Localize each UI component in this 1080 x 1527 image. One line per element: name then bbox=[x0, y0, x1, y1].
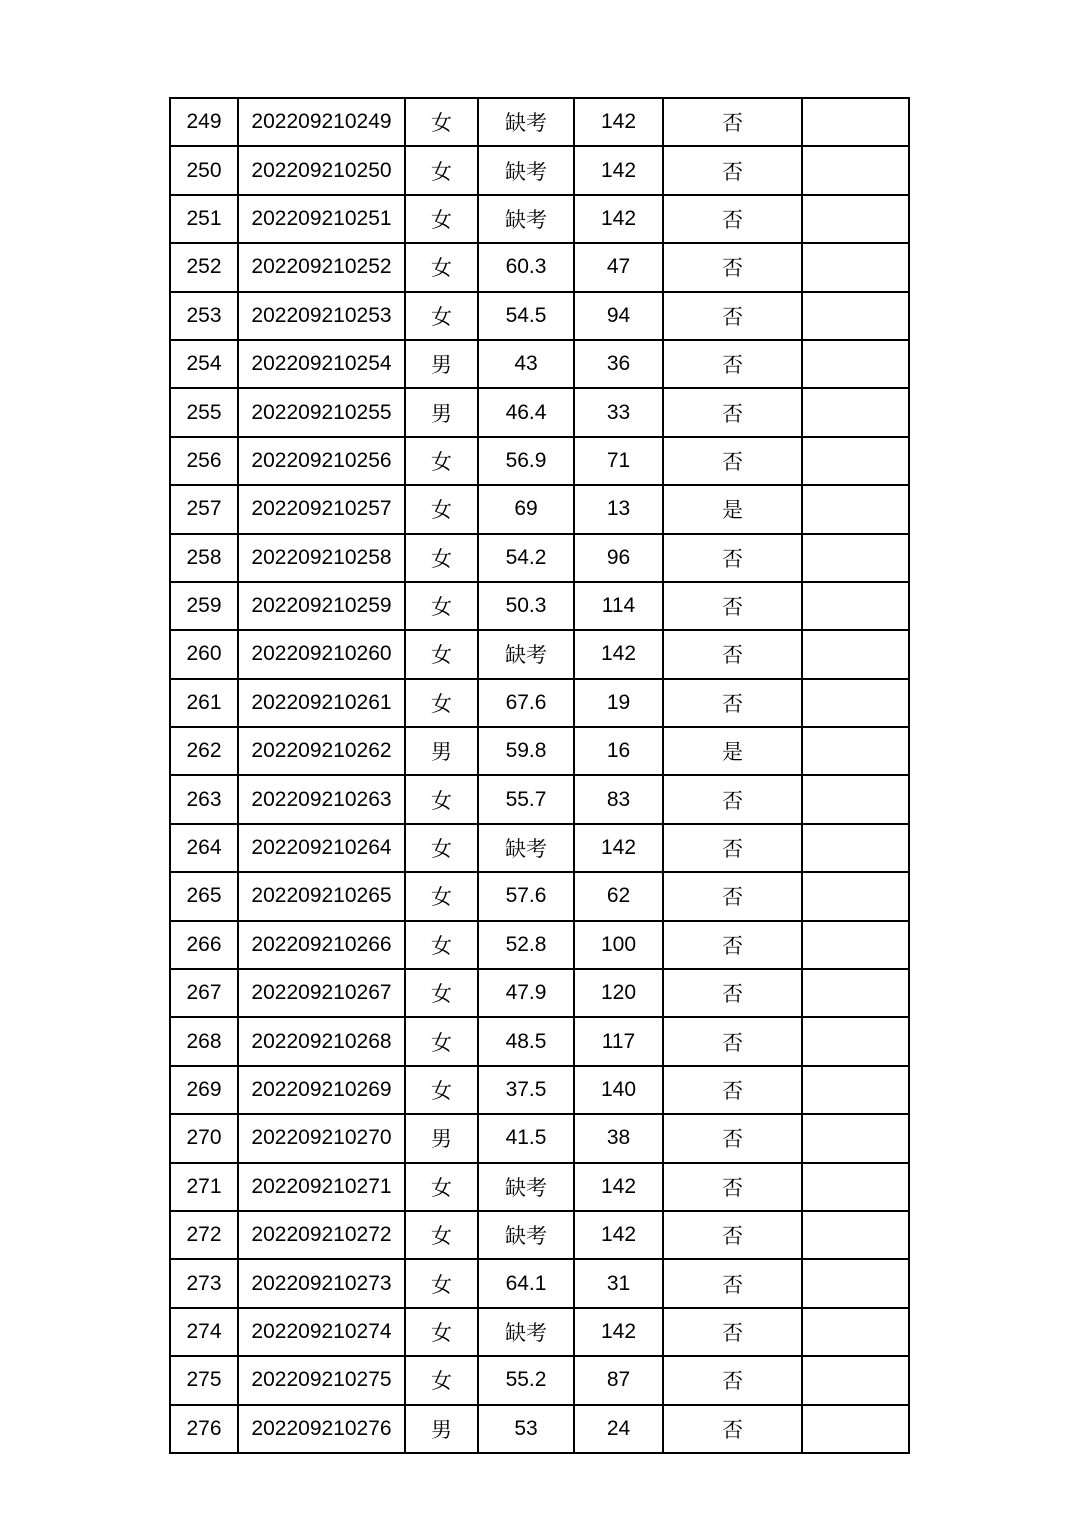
gender-cell: 女 bbox=[405, 1163, 478, 1211]
score-cell: 37.5 bbox=[478, 1066, 574, 1114]
rank-cell: 13 bbox=[574, 485, 663, 533]
score-cell: 52.8 bbox=[478, 921, 574, 969]
score-cell: 46.4 bbox=[478, 388, 574, 436]
qualified-cell: 否 bbox=[663, 1211, 802, 1259]
gender-cell: 女 bbox=[405, 243, 478, 291]
remark-cell bbox=[802, 824, 909, 872]
gender-cell: 男 bbox=[405, 388, 478, 436]
serial-number-cell: 256 bbox=[170, 437, 238, 485]
qualified-cell: 否 bbox=[663, 437, 802, 485]
qualified-cell: 是 bbox=[663, 727, 802, 775]
remark-cell bbox=[802, 582, 909, 630]
exam-id-cell: 202209210270 bbox=[238, 1114, 405, 1162]
table-row bbox=[170, 921, 909, 969]
exam-id-cell: 202209210249 bbox=[238, 98, 405, 146]
serial-number-cell: 257 bbox=[170, 485, 238, 533]
exam-id-cell: 202209210275 bbox=[238, 1356, 405, 1404]
score-cell: 缺考 bbox=[478, 1308, 574, 1356]
table-row bbox=[170, 679, 909, 727]
rank-cell: 140 bbox=[574, 1066, 663, 1114]
score-cell: 53 bbox=[478, 1405, 574, 1453]
table-row bbox=[170, 727, 909, 775]
remark-cell bbox=[802, 534, 909, 582]
rank-cell: 117 bbox=[574, 1017, 663, 1065]
score-cell: 64.1 bbox=[478, 1259, 574, 1307]
exam-id-cell: 202209210274 bbox=[238, 1308, 405, 1356]
remark-cell bbox=[802, 1211, 909, 1259]
remark-cell bbox=[802, 921, 909, 969]
serial-number-cell: 254 bbox=[170, 340, 238, 388]
exam-id-cell: 202209210256 bbox=[238, 437, 405, 485]
score-cell: 56.9 bbox=[478, 437, 574, 485]
rank-cell: 87 bbox=[574, 1356, 663, 1404]
score-cell: 缺考 bbox=[478, 1163, 574, 1211]
gender-cell: 女 bbox=[405, 824, 478, 872]
remark-cell bbox=[802, 98, 909, 146]
rank-cell: 96 bbox=[574, 534, 663, 582]
serial-number-cell: 259 bbox=[170, 582, 238, 630]
exam-id-cell: 202209210272 bbox=[238, 1211, 405, 1259]
table-row bbox=[170, 1308, 909, 1356]
qualified-cell: 否 bbox=[663, 775, 802, 823]
exam-id-cell: 202209210257 bbox=[238, 485, 405, 533]
score-cell: 67.6 bbox=[478, 679, 574, 727]
qualified-cell: 否 bbox=[663, 534, 802, 582]
score-cell: 69 bbox=[478, 485, 574, 533]
table-row bbox=[170, 243, 909, 291]
qualified-cell: 否 bbox=[663, 679, 802, 727]
rank-cell: 142 bbox=[574, 146, 663, 194]
gender-cell: 女 bbox=[405, 146, 478, 194]
table-row bbox=[170, 485, 909, 533]
rank-cell: 114 bbox=[574, 582, 663, 630]
qualified-cell: 否 bbox=[663, 1356, 802, 1404]
gender-cell: 女 bbox=[405, 582, 478, 630]
table-row bbox=[170, 98, 909, 146]
qualified-cell: 否 bbox=[663, 243, 802, 291]
qualified-cell: 否 bbox=[663, 195, 802, 243]
table-row bbox=[170, 1114, 909, 1162]
score-cell: 47.9 bbox=[478, 969, 574, 1017]
exam-id-cell: 202209210250 bbox=[238, 146, 405, 194]
qualified-cell: 是 bbox=[663, 485, 802, 533]
gender-cell: 女 bbox=[405, 1308, 478, 1356]
rank-cell: 24 bbox=[574, 1405, 663, 1453]
gender-cell: 女 bbox=[405, 1017, 478, 1065]
rank-cell: 142 bbox=[574, 630, 663, 678]
remark-cell bbox=[802, 1163, 909, 1211]
rank-cell: 142 bbox=[574, 1308, 663, 1356]
table-row bbox=[170, 1356, 909, 1404]
score-cell: 54.2 bbox=[478, 534, 574, 582]
gender-cell: 男 bbox=[405, 727, 478, 775]
remark-cell bbox=[802, 1405, 909, 1453]
table-row bbox=[170, 388, 909, 436]
table-row bbox=[170, 1066, 909, 1114]
table-row bbox=[170, 534, 909, 582]
serial-number-cell: 274 bbox=[170, 1308, 238, 1356]
qualified-cell: 否 bbox=[663, 292, 802, 340]
qualified-cell: 否 bbox=[663, 1114, 802, 1162]
table-row bbox=[170, 969, 909, 1017]
remark-cell bbox=[802, 727, 909, 775]
exam-id-cell: 202209210268 bbox=[238, 1017, 405, 1065]
table-row bbox=[170, 775, 909, 823]
score-cell: 54.5 bbox=[478, 292, 574, 340]
qualified-cell: 否 bbox=[663, 146, 802, 194]
qualified-cell: 否 bbox=[663, 1308, 802, 1356]
remark-cell bbox=[802, 146, 909, 194]
remark-cell bbox=[802, 1114, 909, 1162]
table-row bbox=[170, 824, 909, 872]
rank-cell: 142 bbox=[574, 824, 663, 872]
qualified-cell: 否 bbox=[663, 630, 802, 678]
exam-id-cell: 202209210265 bbox=[238, 872, 405, 920]
exam-id-cell: 202209210255 bbox=[238, 388, 405, 436]
serial-number-cell: 265 bbox=[170, 872, 238, 920]
qualified-cell: 否 bbox=[663, 1405, 802, 1453]
rank-cell: 38 bbox=[574, 1114, 663, 1162]
table-row bbox=[170, 582, 909, 630]
score-cell: 57.6 bbox=[478, 872, 574, 920]
exam-id-cell: 202209210267 bbox=[238, 969, 405, 1017]
serial-number-cell: 260 bbox=[170, 630, 238, 678]
qualified-cell: 否 bbox=[663, 921, 802, 969]
rank-cell: 16 bbox=[574, 727, 663, 775]
score-cell: 缺考 bbox=[478, 98, 574, 146]
exam-id-cell: 202209210253 bbox=[238, 292, 405, 340]
table-row bbox=[170, 292, 909, 340]
score-cell: 48.5 bbox=[478, 1017, 574, 1065]
gender-cell: 女 bbox=[405, 775, 478, 823]
qualified-cell: 否 bbox=[663, 1017, 802, 1065]
score-cell: 缺考 bbox=[478, 824, 574, 872]
rank-cell: 120 bbox=[574, 969, 663, 1017]
score-cell: 55.7 bbox=[478, 775, 574, 823]
table-row bbox=[170, 1017, 909, 1065]
qualified-cell: 否 bbox=[663, 582, 802, 630]
table-row bbox=[170, 195, 909, 243]
exam-id-cell: 202209210271 bbox=[238, 1163, 405, 1211]
score-cell: 缺考 bbox=[478, 146, 574, 194]
gender-cell: 女 bbox=[405, 98, 478, 146]
score-cell: 缺考 bbox=[478, 1211, 574, 1259]
exam-id-cell: 202209210254 bbox=[238, 340, 405, 388]
score-cell: 缺考 bbox=[478, 630, 574, 678]
rank-cell: 94 bbox=[574, 292, 663, 340]
score-cell: 55.2 bbox=[478, 1356, 574, 1404]
serial-number-cell: 267 bbox=[170, 969, 238, 1017]
rank-cell: 83 bbox=[574, 775, 663, 823]
serial-number-cell: 269 bbox=[170, 1066, 238, 1114]
serial-number-cell: 262 bbox=[170, 727, 238, 775]
score-cell: 缺考 bbox=[478, 195, 574, 243]
rank-cell: 19 bbox=[574, 679, 663, 727]
remark-cell bbox=[802, 437, 909, 485]
serial-number-cell: 266 bbox=[170, 921, 238, 969]
gender-cell: 男 bbox=[405, 340, 478, 388]
gender-cell: 男 bbox=[405, 1114, 478, 1162]
remark-cell bbox=[802, 1017, 909, 1065]
remark-cell bbox=[802, 485, 909, 533]
score-cell: 50.3 bbox=[478, 582, 574, 630]
gender-cell: 女 bbox=[405, 485, 478, 533]
table-row bbox=[170, 146, 909, 194]
serial-number-cell: 275 bbox=[170, 1356, 238, 1404]
rank-cell: 142 bbox=[574, 1211, 663, 1259]
exam-id-cell: 202209210273 bbox=[238, 1259, 405, 1307]
qualified-cell: 否 bbox=[663, 1066, 802, 1114]
gender-cell: 女 bbox=[405, 679, 478, 727]
exam-id-cell: 202209210262 bbox=[238, 727, 405, 775]
serial-number-cell: 250 bbox=[170, 146, 238, 194]
exam-id-cell: 202209210252 bbox=[238, 243, 405, 291]
exam-id-cell: 202209210251 bbox=[238, 195, 405, 243]
rank-cell: 142 bbox=[574, 195, 663, 243]
serial-number-cell: 268 bbox=[170, 1017, 238, 1065]
rank-cell: 47 bbox=[574, 243, 663, 291]
remark-cell bbox=[802, 388, 909, 436]
rank-cell: 62 bbox=[574, 872, 663, 920]
gender-cell: 女 bbox=[405, 534, 478, 582]
table-row bbox=[170, 872, 909, 920]
results-table bbox=[169, 97, 910, 1454]
score-cell: 60.3 bbox=[478, 243, 574, 291]
remark-cell bbox=[802, 679, 909, 727]
qualified-cell: 否 bbox=[663, 1163, 802, 1211]
serial-number-cell: 249 bbox=[170, 98, 238, 146]
exam-id-cell: 202209210259 bbox=[238, 582, 405, 630]
serial-number-cell: 251 bbox=[170, 195, 238, 243]
serial-number-cell: 255 bbox=[170, 388, 238, 436]
score-cell: 43 bbox=[478, 340, 574, 388]
table-row bbox=[170, 1163, 909, 1211]
remark-cell bbox=[802, 243, 909, 291]
gender-cell: 女 bbox=[405, 969, 478, 1017]
remark-cell bbox=[802, 872, 909, 920]
exam-id-cell: 202209210263 bbox=[238, 775, 405, 823]
remark-cell bbox=[802, 195, 909, 243]
remark-cell bbox=[802, 292, 909, 340]
table-row bbox=[170, 1405, 909, 1453]
table-row bbox=[170, 1211, 909, 1259]
rank-cell: 142 bbox=[574, 1163, 663, 1211]
serial-number-cell: 258 bbox=[170, 534, 238, 582]
exam-id-cell: 202209210261 bbox=[238, 679, 405, 727]
qualified-cell: 否 bbox=[663, 388, 802, 436]
remark-cell bbox=[802, 1356, 909, 1404]
remark-cell bbox=[802, 1308, 909, 1356]
qualified-cell: 否 bbox=[663, 824, 802, 872]
serial-number-cell: 253 bbox=[170, 292, 238, 340]
remark-cell bbox=[802, 630, 909, 678]
remark-cell bbox=[802, 340, 909, 388]
qualified-cell: 否 bbox=[663, 340, 802, 388]
score-cell: 59.8 bbox=[478, 727, 574, 775]
serial-number-cell: 261 bbox=[170, 679, 238, 727]
exam-id-cell: 202209210266 bbox=[238, 921, 405, 969]
serial-number-cell: 252 bbox=[170, 243, 238, 291]
table-row bbox=[170, 340, 909, 388]
remark-cell bbox=[802, 969, 909, 1017]
rank-cell: 36 bbox=[574, 340, 663, 388]
rank-cell: 71 bbox=[574, 437, 663, 485]
exam-id-cell: 202209210264 bbox=[238, 824, 405, 872]
gender-cell: 女 bbox=[405, 1211, 478, 1259]
results-table-body bbox=[170, 98, 909, 1453]
table-row bbox=[170, 437, 909, 485]
serial-number-cell: 271 bbox=[170, 1163, 238, 1211]
serial-number-cell: 270 bbox=[170, 1114, 238, 1162]
exam-id-cell: 202209210269 bbox=[238, 1066, 405, 1114]
qualified-cell: 否 bbox=[663, 1259, 802, 1307]
qualified-cell: 否 bbox=[663, 872, 802, 920]
exam-id-cell: 202209210276 bbox=[238, 1405, 405, 1453]
gender-cell: 女 bbox=[405, 292, 478, 340]
gender-cell: 男 bbox=[405, 1405, 478, 1453]
table-row bbox=[170, 630, 909, 678]
gender-cell: 女 bbox=[405, 921, 478, 969]
serial-number-cell: 264 bbox=[170, 824, 238, 872]
gender-cell: 女 bbox=[405, 195, 478, 243]
serial-number-cell: 273 bbox=[170, 1259, 238, 1307]
gender-cell: 女 bbox=[405, 437, 478, 485]
rank-cell: 31 bbox=[574, 1259, 663, 1307]
score-cell: 41.5 bbox=[478, 1114, 574, 1162]
exam-id-cell: 202209210258 bbox=[238, 534, 405, 582]
exam-id-cell: 202209210260 bbox=[238, 630, 405, 678]
gender-cell: 女 bbox=[405, 872, 478, 920]
serial-number-cell: 263 bbox=[170, 775, 238, 823]
remark-cell bbox=[802, 775, 909, 823]
gender-cell: 女 bbox=[405, 1259, 478, 1307]
table-row bbox=[170, 1259, 909, 1307]
rank-cell: 100 bbox=[574, 921, 663, 969]
serial-number-cell: 272 bbox=[170, 1211, 238, 1259]
rank-cell: 33 bbox=[574, 388, 663, 436]
gender-cell: 女 bbox=[405, 1066, 478, 1114]
qualified-cell: 否 bbox=[663, 969, 802, 1017]
gender-cell: 女 bbox=[405, 1356, 478, 1404]
rank-cell: 142 bbox=[574, 98, 663, 146]
remark-cell bbox=[802, 1259, 909, 1307]
remark-cell bbox=[802, 1066, 909, 1114]
gender-cell: 女 bbox=[405, 630, 478, 678]
qualified-cell: 否 bbox=[663, 98, 802, 146]
serial-number-cell: 276 bbox=[170, 1405, 238, 1453]
